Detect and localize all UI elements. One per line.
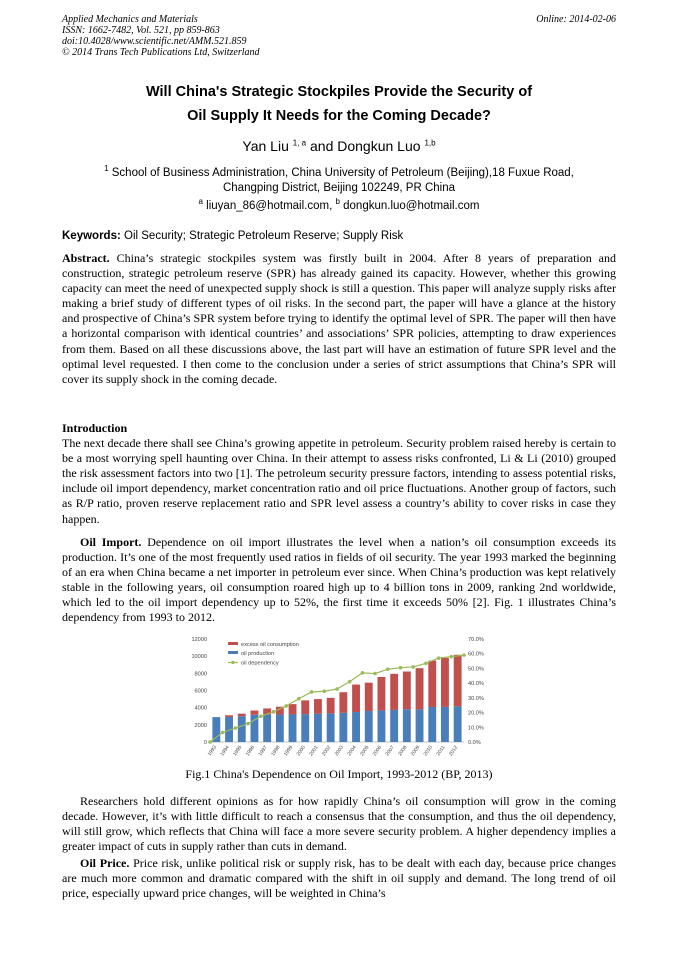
- x-tick-label: 2008: [397, 744, 409, 758]
- keywords: [62, 230, 616, 242]
- author-list: [0, 138, 678, 154]
- introduction-text: The next decade there shall see China’s growing appetite in petroleum. Security problem raised hereby is certain to be a most worrying spell haunting over China. In their attempt to assess risks confronted, Li & Li (2010) grouped the risk assessment factors into two [1]. The petroleum security pressure factors, intending to assess potential risks, include oil import dependency, market concentration ratio and oil price fluctuations. Another group of factors, such as R/P ratio, proven reserve replacement ratio and SPR level assess a country’s ability to cover risks in case they happen.: [62, 436, 616, 526]
- dependency-point: [437, 656, 441, 660]
- author-emails: [0, 197, 678, 212]
- production-bar: [428, 707, 436, 742]
- figure-1-chart: [180, 632, 498, 764]
- excess-consumption-bar: [416, 668, 424, 709]
- right-tick-label: 60.0%: [468, 651, 484, 658]
- production-bar: [314, 714, 322, 742]
- x-tick-label: 2004: [346, 744, 358, 758]
- dependency-point: [348, 680, 352, 684]
- excess-consumption-bar: [314, 699, 322, 714]
- figure-1-caption: Fig.1 China's Dependence on Oil Import, 1993-2012 (BP, 2013): [185, 767, 493, 781]
- legend-label-production: oil production: [241, 651, 275, 657]
- legend-label-excess: excess oil consumption: [241, 642, 299, 648]
- excess-consumption-bar: [225, 715, 233, 717]
- author-and: and: [310, 138, 334, 154]
- dependency-point: [284, 704, 288, 708]
- left-tick-label: 10000: [191, 654, 207, 661]
- oil-import-text: Dependence on oil import illustrates the level when a nation’s oil consumption exceeds its production. It’s one of the most frequently used ratios in fields of oil security. The year 1993 marked the beginning of an era when China became a net importer in petroleum ever since. When China’s production was kept relatively stable in the following years, oil consumption roared high up to 4 billion tons in 2009, ranking 2nd worldwide, which led to the oil import dependency up to 52%, the first time it exceeds 50% [2]. Fig. 1 illustrates China’s dependency from 1993 to 2012.: [62, 535, 616, 625]
- email-b[interactable]: dongkun.luo@hotmail.com: [343, 200, 480, 212]
- x-tick-label: 2011: [435, 744, 447, 757]
- excess-consumption-bar: [352, 685, 360, 712]
- oil-import-paragraph: [62, 535, 616, 626]
- right-tick-label: 70.0%: [468, 637, 484, 643]
- production-bar: [454, 706, 462, 742]
- dependency-point: [208, 740, 212, 744]
- title-line-2: Oil Supply It Needs for the Coming Decade?: [187, 108, 491, 124]
- dependency-point: [310, 690, 314, 694]
- excess-consumption-bar: [301, 700, 309, 714]
- legend-label-dependency: oil dependency: [241, 660, 279, 667]
- x-tick-label: 1998: [270, 744, 282, 758]
- x-tick-label: 2005: [359, 744, 371, 758]
- oil-price-paragraph: [62, 856, 616, 901]
- affiliation: [80, 166, 598, 196]
- legend-swatch-production: [228, 651, 238, 654]
- email-a-sup: a: [198, 197, 203, 207]
- excess-consumption-bar: [454, 655, 462, 707]
- journal-copyright: © 2014 Trans Tech Publications Ltd, Switzerland: [62, 47, 260, 58]
- dependency-point: [221, 731, 225, 735]
- excess-consumption-bar: [251, 710, 259, 714]
- title-line-1: Will China's Strategic Stockpiles Provide the Security of: [145, 84, 533, 100]
- email-b-sup: b: [335, 197, 340, 207]
- dependency-point: [373, 672, 377, 676]
- left-tick-label: 2000: [194, 722, 207, 729]
- x-tick-label: 1999: [282, 744, 295, 758]
- keywords-label: Keywords:: [62, 230, 121, 242]
- production-bar: [352, 712, 360, 742]
- introduction-section: [62, 421, 616, 527]
- excess-consumption-bar: [238, 714, 246, 717]
- production-bar: [212, 717, 220, 742]
- x-tick-label: 2007: [384, 744, 396, 758]
- keywords-text: Oil Security; Strategic Petroleum Reserve; Supply Risk: [124, 230, 404, 242]
- introduction-heading: Introduction: [62, 421, 128, 435]
- email-a[interactable]: liuyan_86@hotmail.com,: [206, 200, 333, 212]
- production-bar: [263, 714, 271, 742]
- dependency-point: [399, 666, 403, 670]
- oil-price-label: Oil Price.: [80, 856, 130, 870]
- dependency-point: [386, 667, 390, 671]
- oil-import-label: Oil Import.: [80, 535, 142, 549]
- right-tick-label: 50.0%: [468, 666, 484, 673]
- excess-consumption-bar: [327, 698, 335, 713]
- right-tick-label: 0.0%: [468, 740, 481, 746]
- abstract-text: China’s strategic stockpiles system was firstly built in 2004. After 8 years of preparation and construction, strategic petroleum reserve (SPR) has already gained its capacity. However, whether this growing capacity can meet the need of unexpected supply shock is still a question. This paper will analyze supply risks after making a brief study of different types of oil risks. In the second part, the paper will have a glance at the history and prospective of China’s SPR system before trying to identify the optimal level of SPR. The paper will then have a horizontal comparison with identical countries’ and associations’ SPR policies, attempting to draw experiences from them. Based on all these discussions above, the last part will have an estimation of future SPR level and the optimal level requested. I then come to the conclusion under a series of strict assumptions that China’s SPR will cover its supply shock in the coming decade.: [62, 251, 617, 386]
- dependency-point: [323, 689, 327, 693]
- dependency-point: [297, 697, 301, 701]
- left-tick-label: 12000: [191, 637, 207, 643]
- excess-consumption-bar: [365, 683, 373, 711]
- right-tick-label: 40.0%: [468, 681, 484, 688]
- author-2-sup: 1,b: [424, 138, 436, 148]
- dependency-point: [246, 722, 250, 726]
- affiliation-line-1: School of Business Administration, China University of Petroleum (Beijing),18 Fuxue Road,: [111, 167, 574, 179]
- x-tick-label: 1993: [206, 744, 218, 758]
- dependency-point: [424, 661, 428, 665]
- x-tick-label: 1995: [232, 744, 244, 758]
- legend-swatch-dependency-marker: [231, 661, 234, 664]
- x-tick-label: 2002: [320, 744, 333, 758]
- left-tick-label: 0: [203, 740, 207, 746]
- right-tick-label: 30.0%: [468, 695, 484, 702]
- journal-doi: doi:10.4028/www.scientific.net/AMM.521.859: [62, 36, 247, 47]
- excess-consumption-bar: [390, 674, 398, 710]
- online-date: Online: 2014-02-06: [536, 14, 616, 25]
- dependency-point: [234, 726, 238, 730]
- abstract: [62, 251, 616, 387]
- left-tick-label: 4000: [194, 705, 207, 712]
- dependency-point: [462, 653, 466, 657]
- paper-title: [40, 80, 638, 128]
- x-tick-label: 2006: [371, 744, 384, 758]
- author-1-name: Yan Liu: [242, 138, 289, 154]
- production-bar: [327, 713, 335, 742]
- x-tick-label: 2010: [422, 744, 434, 758]
- dependency-line: [210, 655, 464, 742]
- excess-consumption-bar: [339, 692, 347, 713]
- left-tick-label: 8000: [194, 671, 207, 678]
- production-bar: [390, 710, 398, 742]
- dependency-point: [450, 655, 454, 659]
- affiliation-line-2: Changping District, Beijing 102249, PR China: [222, 182, 456, 194]
- production-bar: [403, 709, 411, 742]
- dependency-point: [272, 710, 276, 714]
- author-1-sup: 1, a: [292, 138, 307, 148]
- production-bar: [339, 713, 347, 742]
- excess-consumption-bar: [289, 704, 297, 714]
- dependency-point: [361, 671, 365, 675]
- x-tick-label: 2001: [308, 744, 320, 758]
- x-tick-label: 1994: [219, 744, 231, 758]
- production-bar: [416, 709, 424, 742]
- affiliation-num: 1: [104, 164, 109, 174]
- x-tick-label: 1996: [244, 744, 257, 758]
- right-tick-label: 20.0%: [468, 710, 484, 717]
- production-bar: [301, 714, 309, 742]
- author-2-name: Dongkun Luo: [337, 138, 421, 154]
- excess-consumption-bar: [428, 661, 436, 707]
- excess-consumption-bar: [441, 658, 449, 707]
- left-tick-label: 6000: [194, 688, 207, 695]
- abstract-label: Abstract.: [62, 251, 110, 265]
- journal-name: Applied Mechanics and Materials: [62, 14, 198, 25]
- x-tick-label: 1997: [257, 744, 269, 758]
- journal-issn: ISSN: 1662-7482, Vol. 521, pp 859-863: [62, 25, 220, 36]
- production-bar: [238, 716, 246, 742]
- chart-svg: [180, 632, 498, 764]
- legend-swatch-excess: [228, 642, 238, 645]
- x-tick-label: 2000: [295, 744, 307, 758]
- x-tick-label: 2003: [333, 744, 345, 758]
- journal-header: [62, 14, 616, 58]
- dependency-point: [259, 714, 263, 718]
- dependency-point: [411, 665, 415, 669]
- production-bar: [289, 714, 297, 742]
- researchers-paragraph: Researchers hold different opinions as for how rapidly China’s oil consumption will grow in the coming decade. However, it’s with little difficult to reach a consensus that the consumption, and thus the oil dependency, will still grow, which reflects that China will face a more severe security problem. A higher dependency implies a greater impact of cuts in supply rather than cuts in demand.: [62, 794, 616, 854]
- x-tick-label: 2009: [409, 744, 422, 758]
- oil-price-text: Price risk, unlike political risk or supply risk, has to be dealt with each day, because price changes are much more common and dramatic compared with the shift in oil supply and demand. The long trend of oil price, especially upward price changes, will be weighted in China’s: [62, 856, 616, 901]
- x-tick-label: 2012: [447, 744, 460, 758]
- production-bar: [378, 710, 386, 742]
- dependency-point: [335, 687, 339, 691]
- excess-consumption-bar: [403, 672, 411, 710]
- production-bar: [365, 711, 373, 742]
- production-bar: [441, 707, 449, 742]
- right-tick-label: 10.0%: [468, 725, 484, 732]
- production-bar: [276, 714, 284, 742]
- excess-consumption-bar: [378, 677, 386, 710]
